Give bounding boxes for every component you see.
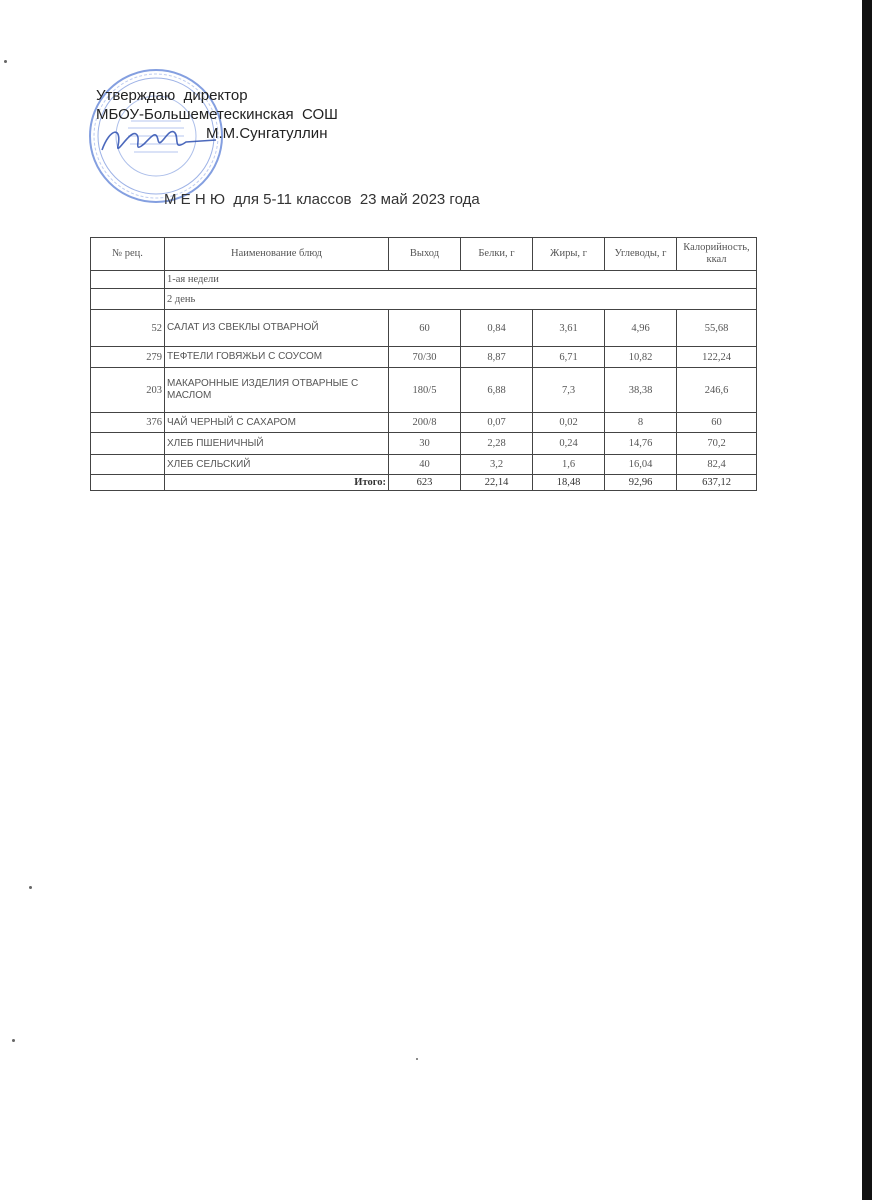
dish-name: ХЛЕБ ПШЕНИЧНЫЙ bbox=[165, 433, 389, 455]
table-row bbox=[91, 347, 757, 368]
fat-value: 1,6 bbox=[533, 455, 605, 475]
yield-value: 40 bbox=[389, 455, 461, 475]
kcal-value: 122,24 bbox=[677, 347, 757, 368]
dish-name: ХЛЕБ СЕЛЬСКИЙ bbox=[165, 455, 389, 475]
recipe-number: 203 bbox=[91, 368, 165, 413]
kcal-value: 82,4 bbox=[677, 455, 757, 475]
protein-value: 2,28 bbox=[461, 433, 533, 455]
carbs-value: 4,96 bbox=[605, 310, 677, 347]
kcal-value: 70,2 bbox=[677, 433, 757, 455]
day-row bbox=[91, 289, 757, 310]
table-row bbox=[91, 413, 757, 433]
fat-value: 0,24 bbox=[533, 433, 605, 455]
table-row bbox=[91, 433, 757, 455]
col-header-dish: Наименование блюд bbox=[165, 238, 389, 271]
scan-speck bbox=[416, 1058, 418, 1060]
col-header-protein: Белки, г bbox=[461, 238, 533, 271]
table-header-row bbox=[91, 238, 757, 271]
dish-name: ЧАЙ ЧЕРНЫЙ С САХАРОМ bbox=[165, 413, 389, 433]
recipe-number: 279 bbox=[91, 347, 165, 368]
kcal-value: 60 bbox=[677, 413, 757, 433]
approval-line: Утверждаю директор bbox=[96, 87, 248, 104]
col-header-carbs: Углеводы, г bbox=[605, 238, 677, 271]
dish-name: ТЕФТЕЛИ ГОВЯЖЬИ С СОУСОМ bbox=[165, 347, 389, 368]
fat-value: 0,02 bbox=[533, 413, 605, 433]
protein-value: 0,84 bbox=[461, 310, 533, 347]
carbs-value: 10,82 bbox=[605, 347, 677, 368]
table-row bbox=[91, 310, 757, 347]
total-kcal: 637,12 bbox=[677, 475, 757, 491]
carbs-value: 16,04 bbox=[605, 455, 677, 475]
week-row bbox=[91, 271, 757, 289]
recipe-number bbox=[91, 433, 165, 455]
dish-name: МАКАРОННЫЕ ИЗДЕЛИЯ ОТВАРНЫЕ С МАСЛОМ bbox=[165, 368, 389, 413]
recipe-number: 376 bbox=[91, 413, 165, 433]
col-header-kcal: Калорийность, ккал bbox=[677, 238, 757, 271]
col-header-yield: Выход bbox=[389, 238, 461, 271]
protein-value: 6,88 bbox=[461, 368, 533, 413]
kcal-value: 246,6 bbox=[677, 368, 757, 413]
yield-value: 70/30 bbox=[389, 347, 461, 368]
protein-value: 8,87 bbox=[461, 347, 533, 368]
table-row bbox=[91, 368, 757, 413]
scan-speck bbox=[29, 886, 32, 889]
total-protein: 22,14 bbox=[461, 475, 533, 491]
total-yield: 623 bbox=[389, 475, 461, 491]
approval-block bbox=[96, 86, 338, 143]
total-label: Итого: bbox=[165, 475, 389, 491]
fat-value: 3,61 bbox=[533, 310, 605, 347]
scan-speck bbox=[4, 60, 7, 63]
yield-value: 200/8 bbox=[389, 413, 461, 433]
yield-value: 180/5 bbox=[389, 368, 461, 413]
week-label: 1-ая недели bbox=[165, 271, 757, 289]
recipe-number: 52 bbox=[91, 310, 165, 347]
day-label: 2 день bbox=[165, 289, 757, 310]
carbs-value: 38,38 bbox=[605, 368, 677, 413]
col-header-fat: Жиры, г bbox=[533, 238, 605, 271]
school-name: МБОУ-Большеметескинская СОШ bbox=[96, 106, 338, 123]
recipe-number bbox=[91, 455, 165, 475]
fat-value: 7,3 bbox=[533, 368, 605, 413]
carbs-value: 14,76 bbox=[605, 433, 677, 455]
menu-table bbox=[90, 237, 757, 491]
kcal-value: 55,68 bbox=[677, 310, 757, 347]
carbs-value: 8 bbox=[605, 413, 677, 433]
yield-value: 60 bbox=[389, 310, 461, 347]
total-row bbox=[91, 475, 757, 491]
total-fat: 18,48 bbox=[533, 475, 605, 491]
scan-speck bbox=[12, 1039, 15, 1042]
table-row bbox=[91, 455, 757, 475]
protein-value: 3,2 bbox=[461, 455, 533, 475]
dish-name: САЛАТ ИЗ СВЕКЛЫ ОТВАРНОЙ bbox=[165, 310, 389, 347]
col-header-recipe: № рец. bbox=[91, 238, 165, 271]
total-carbs: 92,96 bbox=[605, 475, 677, 491]
scan-edge bbox=[862, 0, 872, 1200]
menu-title: М Е Н Ю для 5-11 классов 23 май 2023 года bbox=[164, 191, 480, 208]
fat-value: 6,71 bbox=[533, 347, 605, 368]
director-name: М.М.Сунгатуллин bbox=[206, 125, 328, 142]
protein-value: 0,07 bbox=[461, 413, 533, 433]
yield-value: 30 bbox=[389, 433, 461, 455]
